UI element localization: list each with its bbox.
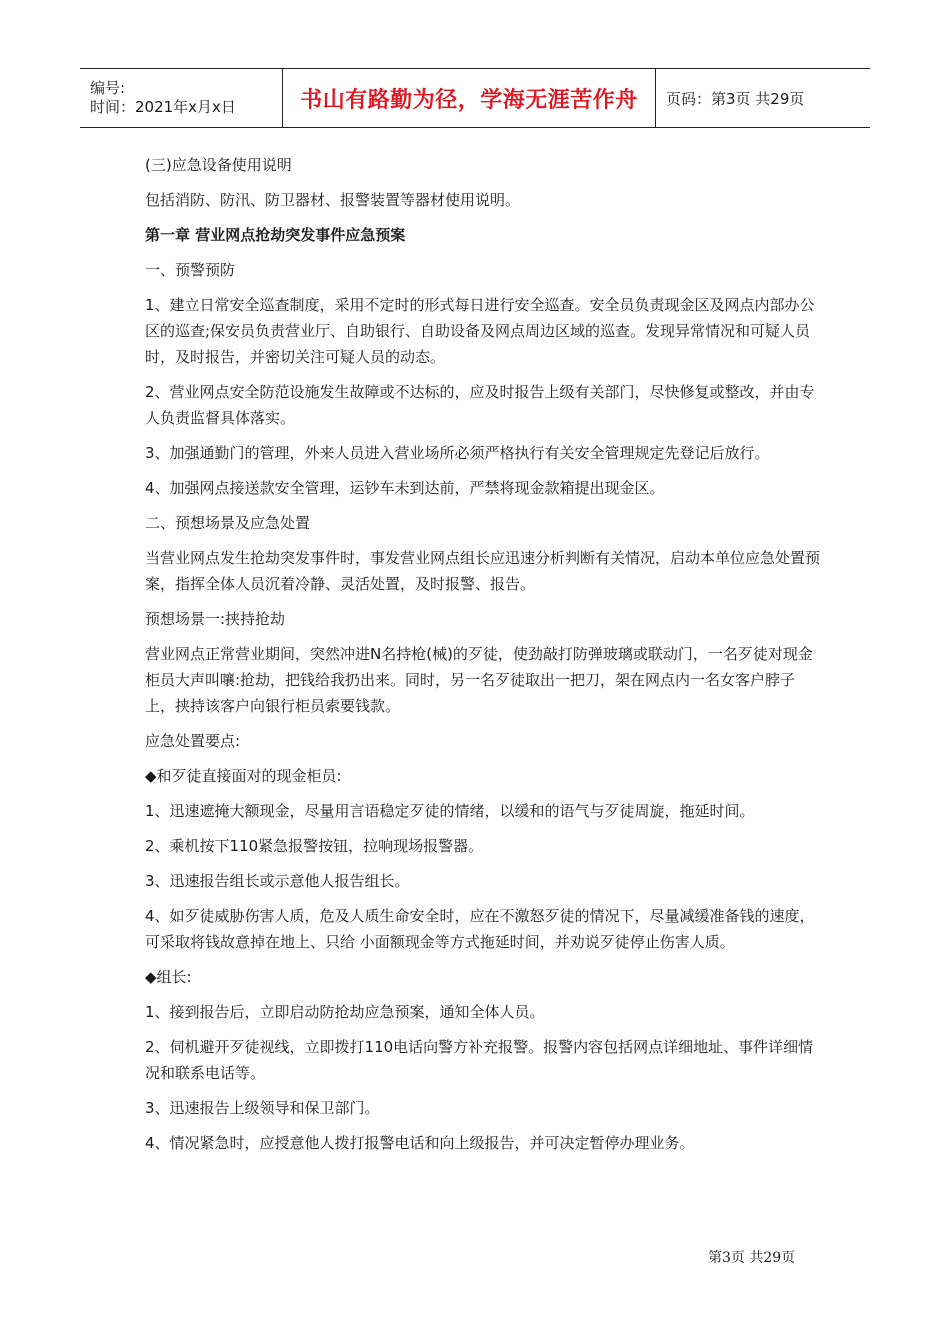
paragraph: 4、加强网点接送款安全管理，运钞车未到达前，严禁将现金款箱提出现金区。 [145, 479, 665, 497]
scenario-heading: 预想场景一:挟持抢劫 [145, 610, 286, 628]
page-footer: 第3页 共29页 [708, 1250, 796, 1266]
paragraph: 营业网点正常营业期间，突然冲进N名持枪(械)的歹徒，使劲敲打防弹玻璃或联动门，一名歹徒对现金柜员大声叫嚷:抢劫，把钱给我扔出来。同时，另一名歹徒取出一把刀，架在网点内一名女客户脖子上，挟持该客户向银行柜员索要钱款。 [145, 645, 813, 715]
section-heading: 一、预警预防 [145, 261, 236, 279]
paragraph: 包括消防、防汛、防卫器材、报警装置等器材使用说明。 [145, 191, 521, 209]
paragraph: 2、营业网点安全防范设施发生故障或不达标的，应及时报告上级有关部门，尽快修复或整改，并由专人负责监督具体落实。 [145, 383, 815, 427]
paragraph: 4、情况紧急时，应授意他人拨打报警电话和向上级报告，并可决定暂停办理业务。 [145, 1134, 695, 1152]
paragraph: 1、迅速遮掩大额现金，尽量用言语稳定歹徒的情绪，以缓和的语气与歹徒周旋，拖延时间。 [145, 802, 755, 820]
paragraph: 3、迅速报告上级领导和保卫部门。 [145, 1099, 380, 1117]
document-date: 时间：2021年x月x日 [90, 98, 236, 116]
paragraph: 3、迅速报告组长或示意他人报告组长。 [145, 872, 410, 890]
chapter-title: 第一章 营业网点抢劫突发事件应急预案 [145, 226, 406, 244]
paragraph: 2、伺机避开歹徒视线，立即拨打110电话向警方补充报警。报警内容包括网点详细地址、事件详细情况和联系电话等。 [145, 1038, 814, 1082]
paragraph: 1、接到报告后，立即启动防抢劫应急预案，通知全体人员。 [145, 1003, 545, 1021]
header-page-code: 页码：第3页 共29页 [666, 89, 805, 108]
paragraph: 2、乘机按下110紧急报警按钮，拉响现场报警器。 [145, 837, 484, 855]
paragraph: 4、如歹徒威胁伤害人质，危及人质生命安全时，应在不激怒歹徒的情况下，尽量减缓准备钱的速度，可采取将钱故意掉在地上、只给 小面额现金等方式拖延时间，并劝说歹徒停止伤害人质。 [145, 907, 815, 951]
paragraph: 1、建立日常安全巡查制度，采用不定时的形式每日进行安全巡查。安全员负责现金区及网点内部办公区的巡查;保安员负责营业厅、自助银行、自助设备及网点周边区域的巡查。发现异常情况和可疑人员时，及时报告，并密切关注可疑人员的动态。 [145, 296, 815, 366]
section-heading: 二、预想场景及应急处置 [145, 514, 311, 532]
section-heading: (三)应急设备使用说明 [145, 156, 292, 174]
subheading: 应急处置要点: [145, 732, 241, 750]
header-meta [80, 69, 282, 127]
header-motto-cell [282, 69, 656, 127]
paragraph: 3、加强通勤门的管理，外来人员进入营业场所必须严格执行有关安全管理规定先登记后放行。 [145, 444, 770, 462]
role-heading: ◆组长: [145, 968, 192, 986]
header-motto: 书山有路勤为径，学海无涯苦作舟 [300, 87, 638, 113]
paragraph: 当营业网点发生抢劫突发事件时，事发营业网点组长应迅速分析判断有关情况，启动本单位应急处置预案，指挥全体人员沉着冷静、灵活处置，及时报警、报告。 [145, 549, 821, 593]
document-body [145, 152, 825, 1165]
role-heading: ◆和歹徒直接面对的现金柜员: [145, 767, 342, 785]
page-header [80, 68, 870, 128]
document-number-label: 编号: [90, 79, 126, 97]
